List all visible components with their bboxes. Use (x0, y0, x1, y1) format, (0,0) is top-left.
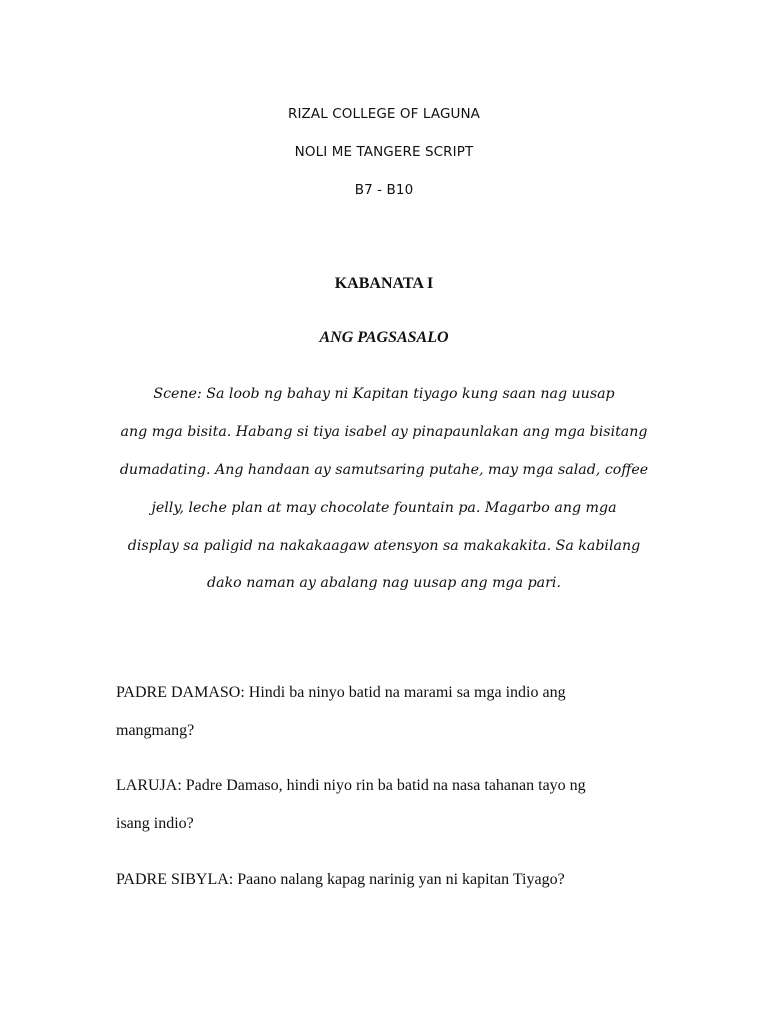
dialogue-line: PADRE DAMASO: Hindi ba ninyo batid na marami sa mga indio ang (116, 684, 566, 701)
dialogue-line: LARUJA: Padre Damaso, hindi niyo rin ba batid na nasa tahanan tayo ng (116, 777, 586, 794)
scene-line: ang mga bisita. Habang si tiya isabel ay pinapaunlakan ang mga bisitang (120, 424, 648, 440)
scene-line: dumadating. Ang handaan ay samutsaring putahe, may mga salad, coffee (119, 462, 649, 478)
dialogue-line: isang indio? (116, 815, 194, 832)
chapter-number: KABANATA I (334, 275, 434, 292)
dialogue-line: PADRE SIBYLA: Paano nalang kapag narinig yan ni kapitan Tiyago? (116, 871, 565, 888)
scene-line: dako naman ay abalang nag uusap ang mga pari. (207, 575, 561, 591)
scene-line: jelly, leche plan at may chocolate fountain pa. Magarbo ang mga (151, 500, 617, 516)
sections-label: B7 - B10 (354, 182, 414, 198)
scene-line: Scene: Sa loob ng bahay ni Kapitan tiyago kung saan nag uusap (153, 386, 615, 402)
dialogue-line: mangmang? (116, 722, 195, 739)
scene-line: display sa paligid na nakakaagaw atensyon sa makakakita. Sa kabilang (127, 538, 641, 554)
school-name: RIZAL COLLEGE OF LAGUNA (287, 106, 481, 122)
chapter-title: ANG PAGSASALO (319, 329, 449, 346)
script-title: NOLI ME TANGERE SCRIPT (294, 144, 474, 160)
